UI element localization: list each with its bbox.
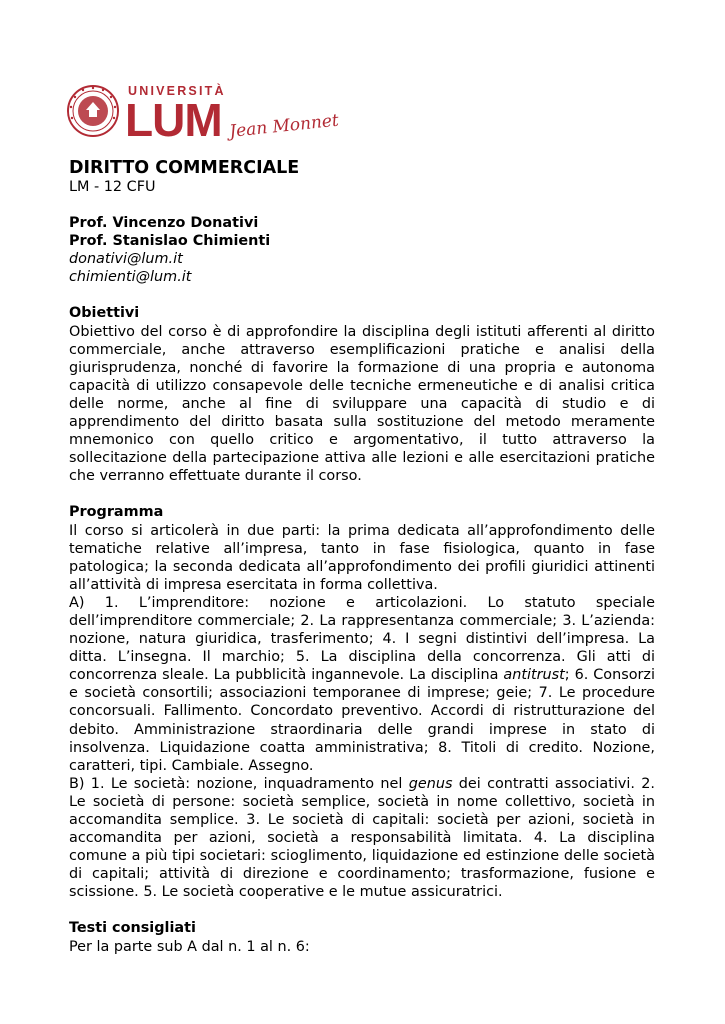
course-subtitle: LM - 12 CFU [69, 179, 156, 195]
part-a-text-2: ; 6. Consorzi e società consortili; associazioni temporanee di imprese; geie; 7. Le procedure concorsuali. Fallimento. Concordato preventivo. Accordi di ristrutturazione del debito. Amministrazione straordinaria delle grandi imprese in stato di insolvenza. Liquidazione coatta amministrativa; 8. Titoli di credito. Nozione, caratteri, tipi. Cambiale. Assegno. [69, 667, 660, 774]
programma-part-b [69, 775, 660, 902]
part-b-text-2: dei contratti associativi. 2. Le società di persone: società semplice, società in nome collettivo, società in accomandita semplice. 3. Le società di capitali: società per azioni, società in accomandita per azioni, società a responsabilità limitata. 4. La disciplina comune a più tipi societari: scioglimento, liquidazione ed estinzione delle società di capitali; attività di direzione e coordinamento; trasformazione, fusione e scissione. 5. Le società cooperative e le mutue assicuratrici. [69, 775, 660, 901]
logo-program-text: Jean Monnet [228, 110, 340, 142]
professor-email[interactable]: chimienti@lum.it [69, 269, 192, 286]
professor-name: Prof. Stanislao Chimienti [69, 233, 271, 250]
course-title: DIRITTO COMMERCIALE [69, 158, 300, 178]
part-b-text-1: B) 1. Le società: nozione, inquadramento nel [69, 775, 409, 792]
programma-part-a [69, 594, 660, 775]
university-seal [68, 86, 118, 136]
course-sheet [69, 158, 660, 956]
section-heading-testi: Testi consigliati [69, 920, 196, 937]
programma-intro: Il corso si articolerà in due parti: la prima dedicata all’approfondimento delle tematiche relative all’impresa, tanto in fase fisiologica, quanto in fase patologica; la seconda dedicata all’approfondimento dei profili giuridici attinenti all’attività di impresa esercitata in forma collettiva. [69, 522, 655, 593]
professor-name: Prof. Vincenzo Donativi [69, 215, 259, 232]
section-heading-obiettivi: Obiettivi [69, 305, 140, 322]
university-logo [66, 80, 340, 146]
lum-logo-graphic [66, 80, 340, 146]
logo-university-text: UNIVERSITÀ [128, 84, 226, 98]
part-b-italic: genus [408, 775, 453, 792]
part-a-text-1: A) 1. L’imprenditore: nozione e articolazioni. Lo statuto speciale dell’imprenditore commerciale; 2. La rappresentanza commerciale; 3. L’azienda: nozione, natura giuridica, trasferimento; 4. I segni distintivi dell’impresa. La ditta. L’insegna. Il marchio; 5. La disciplina della concorrenza. Gli atti di concorrenza sleale. La pubblicità ingannevole. La disciplina [69, 594, 660, 684]
professor-email[interactable]: donativi@lum.it [69, 251, 183, 268]
testi-text: Per la parte sub A dal n. 1 al n. 6: [69, 938, 310, 955]
obiettivi-text: Obiettivo del corso è di approfondire la disciplina degli istituti afferenti al diritto commerciale, anche attraverso esemplificazioni pratiche e analisi della giurisprudenza, nonché di favorire la formazione di una propria e autonoma capacità di utilizzo consapevole delle tecniche ermeneutiche e di analisi critica delle norme, anche al fine di sviluppare una capacità di studio e di apprendimento del diritto basata sulla sostituzione del metodo meramente mnemonico con quello critico e argomentativo, il tutto attraverso la sollecitazione della partecipazione attiva alle lezioni e alle esercitazioni pratiche che verranno effettuate durante il corso. [69, 323, 655, 485]
section-heading-programma: Programma [69, 504, 164, 521]
logo-lum-text: LUM [125, 94, 222, 146]
part-a-italic: antitrust [503, 667, 565, 684]
